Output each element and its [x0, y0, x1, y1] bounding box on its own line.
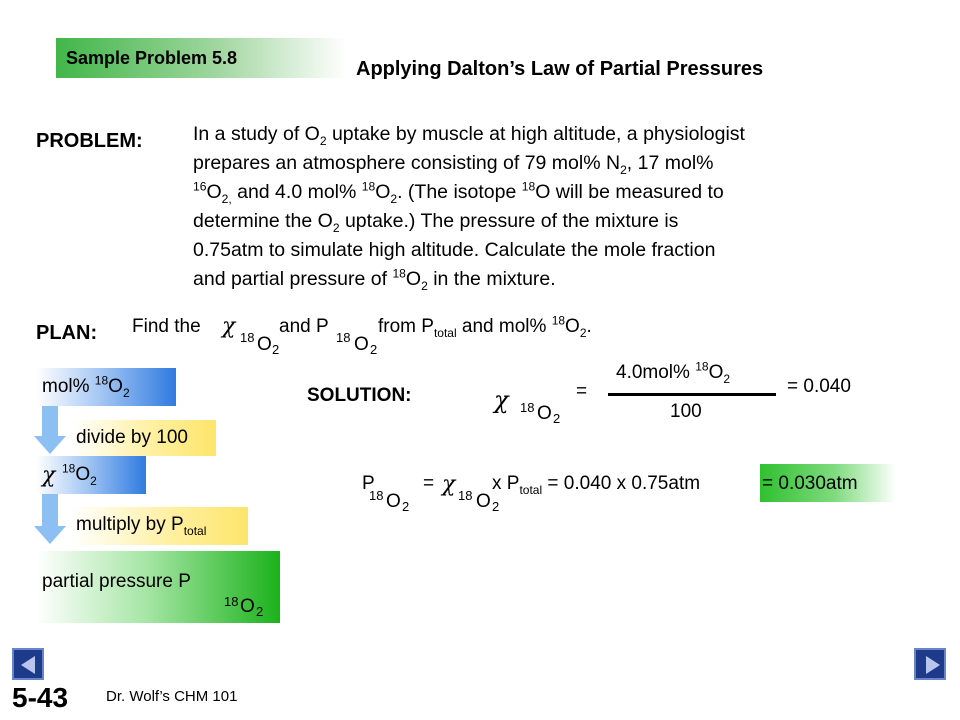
plan-and-p: and P	[279, 316, 329, 337]
mole-fraction-result: = 0.040	[787, 376, 851, 397]
flow-partial-sub: 2	[256, 604, 264, 619]
plan-find-the: Find the	[132, 316, 201, 337]
equation-sub: 2	[492, 499, 500, 514]
equation-iso: 18	[369, 488, 384, 503]
plan-iso-18: 18	[240, 330, 255, 345]
flow-partial-label: partial pressure P	[42, 571, 191, 592]
plan-o: O	[257, 334, 272, 355]
plan-sub-2: 2	[272, 342, 280, 357]
problem-line: and partial pressure of $^{18}O_2$ in the mixture.	[193, 266, 556, 293]
equation-equals: =	[423, 473, 435, 494]
arrow-left-icon	[21, 656, 35, 674]
plan-o: O	[354, 334, 369, 355]
plan-sub-2: 2	[370, 342, 378, 357]
equation-p: P	[362, 473, 375, 494]
partial-pressure-answer: = 0.030atm	[762, 473, 858, 494]
solution-o: O	[537, 403, 552, 424]
flow-mol-label: mol% $^{18}O_2$	[42, 373, 130, 400]
problem-label: PROBLEM:	[36, 130, 143, 152]
problem-line: 0.75atm to simulate high altitude. Calculate the mole fraction	[193, 239, 716, 261]
problem-line: $^{16}O_{2,}$ and 4.0 mol% $^{18}O_2$. (The isotope $^{18}$O will be measured to	[193, 179, 724, 206]
flow-multiply-label: multiply by $P_{total}$	[76, 514, 207, 538]
plan-label: PLAN:	[36, 322, 98, 344]
next-slide-button[interactable]	[914, 648, 946, 680]
fraction-denominator: 100	[670, 401, 702, 422]
problem-line: prepares an atmosphere consisting of 79 mol% $N_2$, 17 mol%	[193, 152, 714, 177]
plan-from-p: from $P_{total}$ and mol% $^{18}O_2$.	[378, 313, 592, 340]
solution-iso: 18	[520, 400, 535, 415]
equation-calc: x $P_{total} = 0.040$ x 0.75atm	[492, 473, 701, 497]
problem-line: determine the $O_2$ uptake.) The pressure of the mixture is	[193, 210, 679, 235]
equation-chi-symbol: χ	[442, 472, 456, 497]
plan-chi-symbol: χ	[222, 314, 236, 339]
solution-chi-symbol: χ	[494, 386, 509, 414]
flow-partial-iso: 18	[224, 594, 239, 609]
arrow-right-icon	[926, 656, 940, 674]
flow-partial-o: O	[240, 596, 255, 617]
flow-divide-label: divide by 100	[76, 427, 188, 448]
equation-sub: 2	[402, 499, 410, 514]
solution-equals: =	[576, 381, 588, 402]
equation-o: O	[386, 491, 401, 512]
solution-label: SOLUTION:	[307, 385, 412, 406]
problem-line: In a study of $O_2$ uptake by muscle at high altitude, a physiologist	[193, 123, 745, 148]
slide-title: Applying Dalton’s Law of Partial Pressures	[356, 58, 764, 80]
equation-o: O	[476, 491, 491, 512]
flow-chi-label: $^{18}O_2$	[62, 461, 97, 488]
footer-course: Dr. Wolf’s CHM 101	[106, 688, 238, 705]
sample-problem-label: Sample Problem 5.8	[66, 48, 238, 68]
slide-number: 5-43	[12, 682, 69, 713]
solution-sub: 2	[553, 411, 561, 426]
flow-chi-symbol: χ	[42, 463, 56, 488]
problem-text	[193, 120, 893, 294]
fraction-line	[608, 393, 776, 396]
equation-iso: 18	[458, 488, 473, 503]
plan-iso-18: 18	[336, 330, 351, 345]
previous-slide-button[interactable]	[12, 648, 44, 680]
fraction-numerator: 4.0mol% $^{18}O_2$	[616, 359, 731, 386]
